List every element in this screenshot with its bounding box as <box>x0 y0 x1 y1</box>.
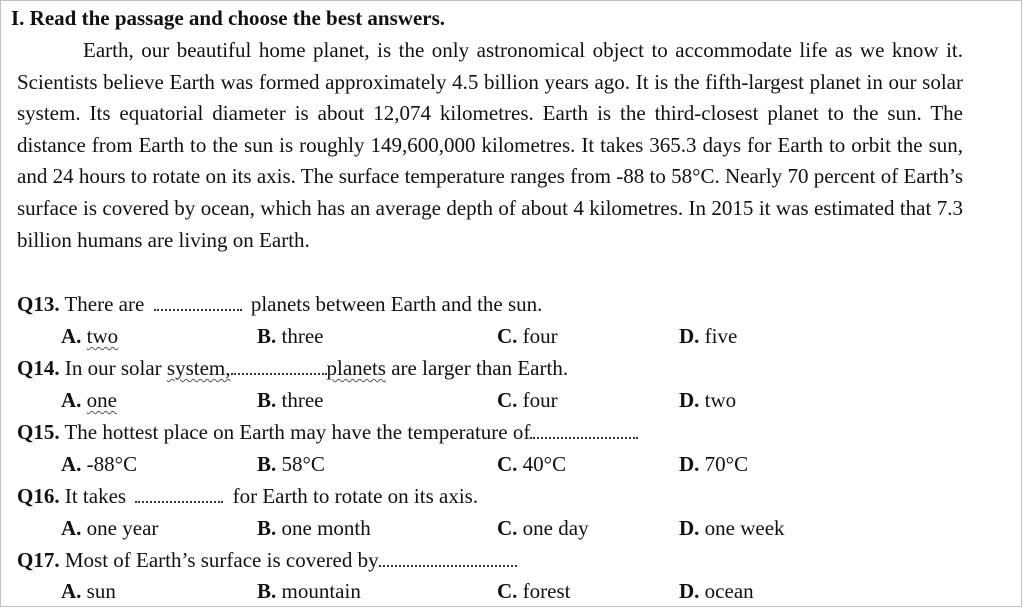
option-letter: C. <box>497 579 518 603</box>
option-d[interactable] <box>679 323 737 349</box>
answer-blank[interactable] <box>231 359 327 375</box>
question-text-before: In our solar <box>64 356 162 380</box>
question-text-before: There are <box>64 292 145 316</box>
option-letter: C. <box>497 388 518 412</box>
option-letter: C. <box>497 516 518 540</box>
options-q14 <box>1 387 1023 415</box>
question-number: Q16. <box>17 484 60 508</box>
options-q16 <box>1 515 1023 543</box>
reading-passage: Earth, our beautiful home planet, is the only astronomical object to accommodate life as we know it. Scientists believe Earth was formed approximately 4.5 billion years ago. It is the fifth-largest planet in our solar system. Its equatorial diameter is about 12,074 kilometres. Earth is the third-closest planet to the sun. The distance from Earth to the sun is roughly 149,600,000 kilometres. It takes 365.3 days for Earth to orbit the sun, and 24 hours to rotate on its axis. The surface temperature ranges from -88 to 58°C. Nearly 70 percent of Earth’s surface is covered by ocean, which has an average depth of about 4 kilometres. In 2015 it was estimated that 7.3 billion humans are living on Earth. <box>17 38 963 252</box>
option-c[interactable] <box>497 387 558 413</box>
option-letter: C. <box>497 452 518 476</box>
option-letter: B. <box>257 388 277 412</box>
option-text: 58°C <box>281 452 325 476</box>
option-b[interactable] <box>257 451 325 477</box>
option-text: forest <box>522 579 571 603</box>
option-text: five <box>704 324 738 348</box>
question-q16 <box>17 483 478 509</box>
option-text: one <box>86 388 117 412</box>
question-text-after: for Earth to rotate on its axis. <box>232 484 479 508</box>
option-text: 70°C <box>704 452 749 476</box>
question-text-before: Most of Earth’s surface is covered by <box>64 548 379 572</box>
option-c[interactable] <box>497 515 589 541</box>
question-q13 <box>17 291 542 317</box>
option-letter: A. <box>61 579 82 603</box>
answer-blank[interactable] <box>154 295 242 311</box>
option-letter: D. <box>679 452 700 476</box>
option-d[interactable] <box>679 515 785 541</box>
option-text: four <box>522 324 558 348</box>
option-a[interactable] <box>61 515 158 541</box>
option-text: -88°C <box>86 452 138 476</box>
answer-blank[interactable] <box>135 487 223 503</box>
option-letter: D. <box>679 324 700 348</box>
option-text: one month <box>281 516 371 540</box>
option-letter: C. <box>497 324 518 348</box>
question-number: Q15. <box>17 420 60 444</box>
option-d[interactable] <box>679 387 736 413</box>
option-a[interactable] <box>61 323 118 349</box>
option-letter: D. <box>679 388 700 412</box>
option-text: sun <box>86 579 116 603</box>
option-text: three <box>281 388 324 412</box>
answer-blank[interactable] <box>379 551 517 567</box>
option-a[interactable] <box>61 578 116 604</box>
question-text-after-wavy: planets <box>326 356 386 380</box>
option-letter: A. <box>61 324 82 348</box>
option-letter: D. <box>679 579 700 603</box>
option-text: ocean <box>704 579 754 603</box>
option-b[interactable] <box>257 578 361 604</box>
option-b[interactable] <box>257 515 371 541</box>
question-text-before: It takes <box>64 484 127 508</box>
question-number: Q13. <box>17 292 60 316</box>
option-letter: A. <box>61 516 82 540</box>
question-number: Q14. <box>17 356 60 380</box>
option-text: two <box>86 324 119 348</box>
option-letter: B. <box>257 579 277 603</box>
option-c[interactable] <box>497 323 558 349</box>
option-text: mountain <box>281 579 361 603</box>
question-number: Q17. <box>17 548 60 572</box>
option-text: one day <box>522 516 589 540</box>
question-q17 <box>17 547 521 573</box>
option-b[interactable] <box>257 323 324 349</box>
question-text-before-wavy: system, <box>166 356 231 380</box>
question-text-before: The hottest place on Earth may have the temperature of <box>64 420 531 444</box>
option-text: one week <box>704 516 785 540</box>
question-q14 <box>17 355 568 381</box>
option-text: 40°C <box>522 452 567 476</box>
question-text-after: are larger than Earth. <box>391 356 569 380</box>
options-q17 <box>1 578 1023 606</box>
option-letter: B. <box>257 452 277 476</box>
answer-blank[interactable] <box>530 423 638 439</box>
option-c[interactable] <box>497 578 571 604</box>
option-text: four <box>522 388 558 412</box>
options-q15 <box>1 451 1023 479</box>
option-letter: B. <box>257 516 277 540</box>
option-letter: D. <box>679 516 700 540</box>
option-a[interactable] <box>61 451 137 477</box>
option-text: one year <box>86 516 159 540</box>
option-letter: A. <box>61 452 82 476</box>
option-d[interactable] <box>679 451 748 477</box>
question-text-after: planets between Earth and the sun. <box>250 292 543 316</box>
option-a[interactable] <box>61 387 117 413</box>
option-text: three <box>281 324 324 348</box>
option-letter: A. <box>61 388 82 412</box>
section-heading: I. Read the passage and choose the best answers. <box>11 6 446 30</box>
option-c[interactable] <box>497 451 566 477</box>
option-text: two <box>704 388 737 412</box>
option-letter: B. <box>257 324 277 348</box>
question-q15 <box>17 419 642 445</box>
options-q13 <box>1 323 1023 351</box>
option-d[interactable] <box>679 578 754 604</box>
option-b[interactable] <box>257 387 324 413</box>
